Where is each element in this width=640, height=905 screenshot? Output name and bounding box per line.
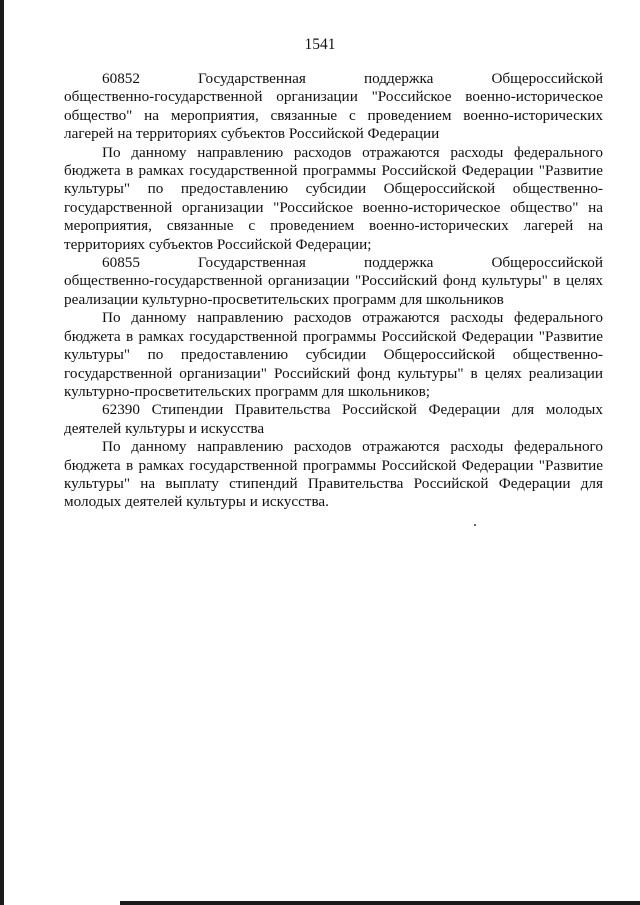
heading-word: Государственная	[198, 70, 306, 87]
paragraph-description: По данному направлению расходов отражаются расходы федерального бюджета в рамках государственной программы Российской Федерации "Развитие культуры" по предоставлению субсидии Общероссийской общественно-государственной организации" Российский фонд культуры" в целях реализации культурно-просветительских программ для школьников;	[64, 309, 603, 400]
paragraph-62390: 62390 Стипендии Правительства Российской Федерации для молодых деятелей культуры и искусства	[64, 401, 603, 437]
heading-continuation: общественно-государственной организации "Российское военно-историческое общество" на мероприятия, связанные с проведением военно-исторических лагерей на территориях субъектов Российской Федерации	[64, 88, 603, 143]
heading-word: поддержка	[363, 254, 434, 272]
paragraph-60852	[64, 70, 603, 144]
heading-continuation: общественно-государственной организации "Российский фонд культуры" в целях реализации культурно-просветительских программ для школьников	[64, 272, 603, 308]
budget-code: 60855	[102, 254, 140, 272]
page-number: 1541	[304, 36, 336, 53]
scan-edge-left	[0, 0, 4, 905]
scan-speck	[474, 524, 476, 526]
code-heading-line	[64, 70, 603, 88]
paragraph-description: По данному направлению расходов отражаются расходы федерального бюджета в рамках государственной программы Российской Федерации "Развитие культуры" на выплату стипендий Правительства Российской Федерации для молодых деятелей культуры и искусства.	[64, 438, 603, 511]
budget-code: 60852	[102, 70, 140, 87]
document-body	[64, 70, 603, 512]
heading-word: Общероссийской	[491, 254, 603, 272]
scan-edge-bottom	[120, 901, 640, 905]
heading-word: Общероссийской	[491, 70, 603, 87]
heading-word: поддержка	[363, 70, 434, 87]
heading-word: Государственная	[198, 254, 306, 272]
code-heading-line	[64, 254, 603, 272]
paragraph-description: По данному направлению расходов отражаются расходы федерального бюджета в рамках государственной программы Российской Федерации "Развитие культуры" по предоставлению субсидии Общероссийской общественно-государственной организации "Российское военно-историческое общество" на мероприятия, связанные с проведением военно-исторических лагерей на территориях субъектов Российской Федерации;	[64, 143, 603, 253]
paragraph-60855	[64, 254, 603, 309]
